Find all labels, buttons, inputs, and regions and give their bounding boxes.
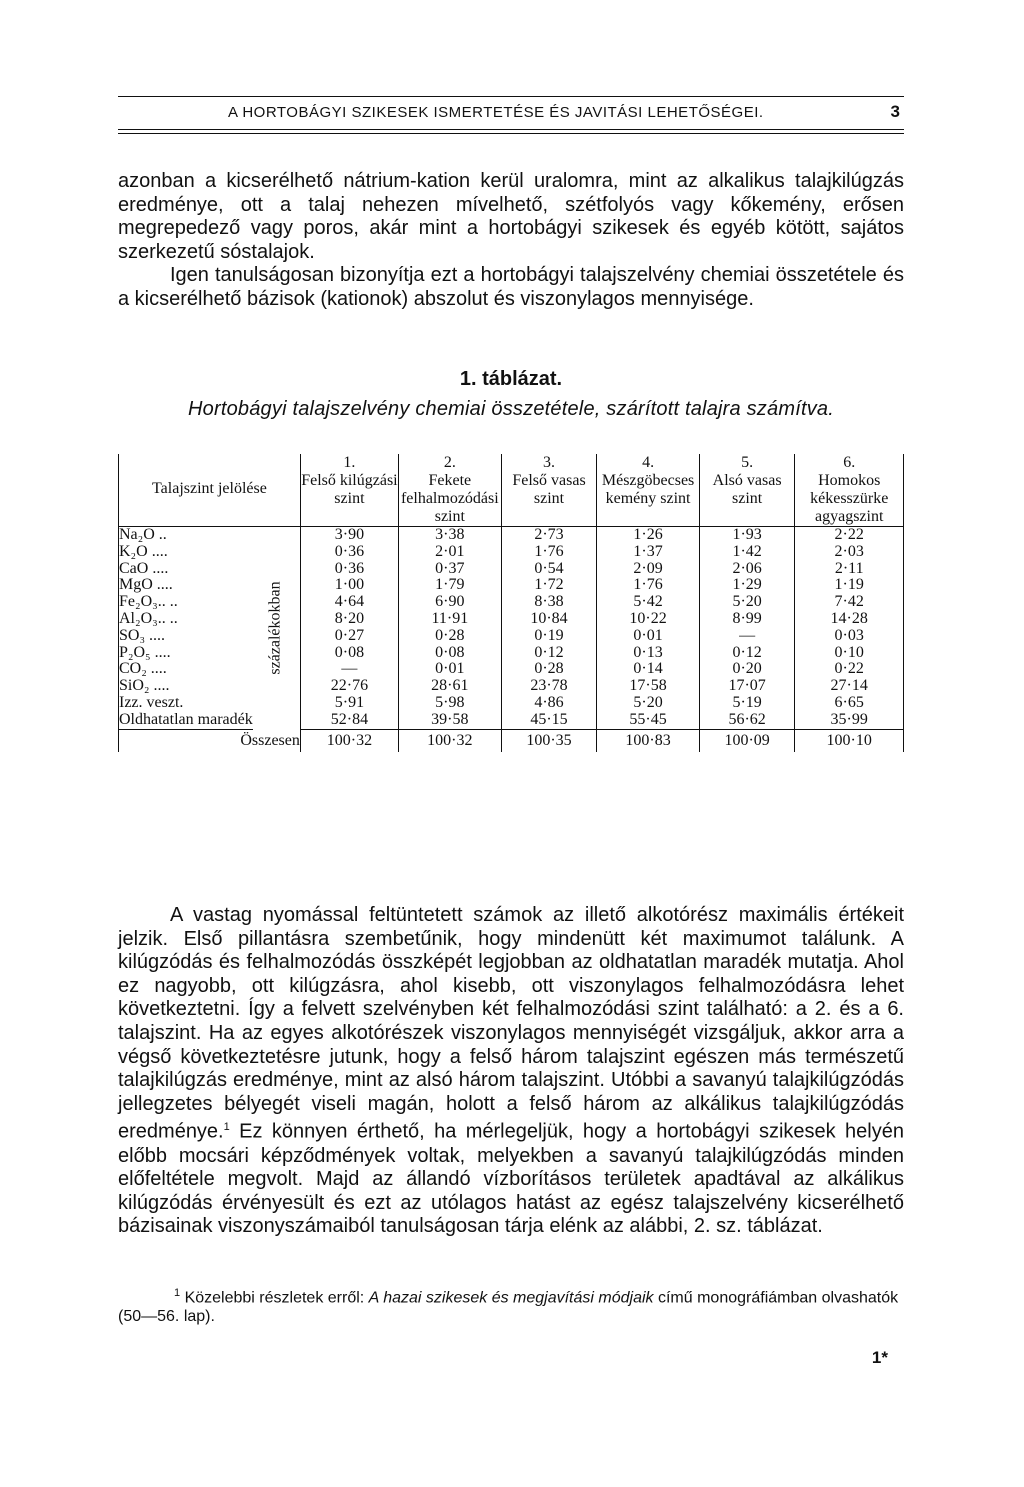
column-header: 5. Alsó vasas szint [699, 454, 795, 527]
table-cell: 0·22 [795, 661, 904, 678]
table-cell: 0·36 [300, 561, 398, 578]
table-cell: 45·15 [501, 712, 597, 729]
row-label: CaO .... [119, 561, 253, 578]
table-cell: 5·42 [597, 594, 700, 611]
row-label: Oldhatatlan maradék [119, 710, 253, 728]
table-cell: 0·13 [597, 645, 700, 662]
table-cell: 1·76 [501, 544, 597, 561]
header-rule-double [118, 129, 904, 134]
table-cell: 2·73 [501, 527, 597, 544]
table-number: 1. táblázat. [459, 368, 563, 390]
table-cell: 0·14 [597, 661, 700, 678]
table-cell: 55·45 [597, 712, 700, 729]
table-cell: 0·54 [501, 561, 597, 578]
unit-label-cell [253, 527, 301, 730]
table-cell: 10·22 [597, 611, 700, 628]
table-cell: 8·99 [699, 611, 795, 628]
page-number: 3 [890, 102, 900, 121]
row-label: P₂O₅ .... [119, 645, 253, 662]
table-cell: 27·14 [795, 678, 904, 695]
table-cell: 3·90 [300, 527, 398, 544]
table-cell: — [699, 628, 795, 645]
table-cell: 1·72 [501, 577, 597, 594]
discussion-text [118, 904, 904, 1239]
table-cell: 0·10 [795, 645, 904, 662]
column-header-row [119, 454, 904, 527]
table-cell: 17·07 [699, 678, 795, 695]
table-cell: 23·78 [501, 678, 597, 695]
running-head [118, 104, 904, 126]
table-cell: 8·20 [300, 611, 398, 628]
table-cell: 4·64 [300, 594, 398, 611]
table-cell: 0·20 [699, 661, 795, 678]
table-cell: 1·37 [597, 544, 700, 561]
table-cell: 0·01 [597, 628, 700, 645]
table-row [119, 577, 904, 594]
row-label: CO₂ .... [119, 661, 253, 678]
table-cell: 2·11 [795, 561, 904, 578]
intro-paragraph-2: Igen tanulságosan bizonyítja ezt a hortobágyi talajszelvény chemiai összetétele és a kicserélhető bázisok (kationok) abszolut és viszonylagos mennyisége. [118, 264, 904, 310]
table-cell: 1·42 [699, 544, 795, 561]
table-cell: 1·93 [699, 527, 795, 544]
table-cell: — [300, 661, 398, 678]
table-cell: 22·76 [300, 678, 398, 695]
total-cell: 100·32 [398, 729, 501, 752]
footnote-marker: 1 [174, 1287, 181, 1299]
column-header: 2. Fekete felhalmozódási szint [398, 454, 501, 527]
table-cell: 0·27 [300, 628, 398, 645]
composition-table [118, 454, 904, 752]
table-cell: 35·99 [795, 712, 904, 729]
table-row [119, 544, 904, 561]
row-label: SiO₂ .... [119, 678, 253, 695]
table-row [119, 561, 904, 578]
footnote: $^1$ Közelebbi részletek erről: A hazai szikesek és megjavítási módjaik című monográfiámban olvashatók (50—56. lap). [118, 1287, 899, 1326]
total-cell: 100·09 [699, 729, 795, 752]
table-cell: 0·08 [398, 645, 501, 662]
table-cell: 8·38 [501, 594, 597, 611]
total-cell: 100·10 [795, 729, 904, 752]
table-row [119, 611, 904, 628]
table-cell: 7·42 [795, 594, 904, 611]
table-cell: 28·61 [398, 678, 501, 695]
table-row [119, 695, 904, 712]
table-cell: 0·19 [501, 628, 597, 645]
table-cell: 2·22 [795, 527, 904, 544]
table-cell: 5·19 [699, 695, 795, 712]
unit-label: százalékokban [266, 581, 284, 675]
table-cell: 11·91 [398, 611, 501, 628]
table-cell: 0·28 [398, 628, 501, 645]
table-cell: 3·38 [398, 527, 501, 544]
table-cell: 0·36 [300, 544, 398, 561]
table-cell: 1·29 [699, 577, 795, 594]
table-row [119, 645, 904, 662]
row-label: Al₂O₃.. .. [119, 611, 253, 628]
table-row [119, 594, 904, 611]
table-cell: 0·28 [501, 661, 597, 678]
running-title: A HORTOBÁGYI SZIKESEK ISMERTETÉSE ÉS JAVITÁSI LEHETŐSÉGEI. [228, 104, 764, 121]
table-cell: 0·12 [699, 645, 795, 662]
column-header: 4. Mészgöbecses kemény szint [597, 454, 700, 527]
table-cell: 0·12 [501, 645, 597, 662]
signature-mark: 1* [871, 1348, 888, 1367]
table-row [119, 628, 904, 645]
total-label: Összesen [119, 729, 301, 752]
total-cell: 100·83 [597, 729, 700, 752]
table-cell: 5·20 [597, 695, 700, 712]
column-header: 1. Felső kilúgzási szint [300, 454, 398, 527]
intro-paragraph-1: azonban a kicserélhető nátrium-kation kerül uralomra, mint az alkalikus talajkilúgzás eredménye, ott a talaj nehezen mívelhető, szétfolyós vagy kőkemény, erősen megrepedező vagy poros, akár mint a hortobágyi szikesek és egyéb kötött, sajátos szerkezetű sóstalajok. [118, 170, 904, 263]
table-row [119, 661, 904, 678]
row-label: Izz. veszt. [119, 695, 253, 712]
row-header-cell [119, 454, 301, 527]
header-rule-top [118, 96, 904, 97]
table-cell: 52·84 [300, 712, 398, 729]
table-body [119, 527, 904, 752]
table-cell: 39·58 [398, 712, 501, 729]
table-cell: 4·86 [501, 695, 597, 712]
intro-text [118, 170, 904, 312]
table-caption: Hortobágyi talajszelvény chemiai összetétele, szárított talajra számítva. [188, 398, 834, 420]
total-row [119, 729, 904, 752]
table-cell: 0·37 [398, 561, 501, 578]
table-cell: 10·84 [501, 611, 597, 628]
row-label: K₂O .... [119, 544, 253, 561]
table-cell: 5·20 [699, 594, 795, 611]
table-cell: 56·62 [699, 712, 795, 729]
discussion-paragraph: A vastag nyomással feltüntetett számok az illető alkotórész maximális értékeit jelzik. Első pillantásra szembetűnik, hogy mindenütt két maximumot találunk. A kilúgzódás és felhalmozódás összképét legjobban az oldhatatlan maradék mutatja. Ahol ez nagyobb, ott kilúgzásra, ahol kisebb, ott viszonylagos felhalmozódásra lehet következtetni. Így a felvett szelvényben két felhalmozódási szint található: a 2. és a 6. talajszint. Ha az egyes alkotórészek viszonylagos mennyiségét vizsgáljuk, akkor arra a végső következtetésre jutunk, hogy a felső három talajszint egészen más természetű talajkilúgzás eredménye, mint az alsó három talajszint. Utóbbi a savanyú talajkilúgzódás jellegzetes bélyegét viseli magán, holott a felső három az alkálikus talajkilúgzódás eredménye.$^1$ Ez könnyen érthető, ha mérlegeljük, hogy a hortobágyi szikesek helyén előbb mocsári képződmények voltak, melyekben a savanyú talajkilúgzódás minden előfeltétele megvolt. Majd az állandó vízborításos területek apadtával az alkálikus kilúgzódás érvényesült és ezt az utólagos hatást az egész talajszelvény kicserélhető bázisainak viszonyszámaiból tanulságosan tárja elénk az alábbi, 2. sz. táblázat. [118, 904, 904, 1238]
table-row [119, 678, 904, 695]
row-label: SO₃ .... [119, 628, 253, 645]
table-row [119, 712, 904, 729]
table-cell: 6·65 [795, 695, 904, 712]
column-header: 6. Homokos kékesszürke agyagszint [795, 454, 904, 527]
row-header-label: Talajszint jelölése [152, 480, 267, 497]
table-cell: 1·79 [398, 577, 501, 594]
table-cell: 1·26 [597, 527, 700, 544]
table-cell: 0·08 [300, 645, 398, 662]
row-label: Na₂O .. [119, 527, 253, 544]
footnote-title: A hazai szikesek és megjavítási módjaik [368, 1289, 654, 1307]
table-cell: 2·09 [597, 561, 700, 578]
table-cell: 6·90 [398, 594, 501, 611]
row-label: Fe₂O₃.. .. [119, 594, 253, 611]
column-header: 3. Felső vasas szint [501, 454, 597, 527]
table-cell: 5·91 [300, 695, 398, 712]
row-label: MgO .... [119, 577, 253, 594]
total-cell: 100·32 [300, 729, 398, 752]
table-cell: 14·28 [795, 611, 904, 628]
table-cell: 1·19 [795, 577, 904, 594]
table-cell: 0·03 [795, 628, 904, 645]
table-row [119, 527, 904, 544]
table-cell: 2·03 [795, 544, 904, 561]
table-cell: 1·76 [597, 577, 700, 594]
table-cell: 1·00 [300, 577, 398, 594]
table-cell: 0·01 [398, 661, 501, 678]
footnote-reference: 1 [223, 1121, 230, 1134]
table-cell: 2·06 [699, 561, 795, 578]
table-cell: 17·58 [597, 678, 700, 695]
table-cell: 2·01 [398, 544, 501, 561]
table-cell: 5·98 [398, 695, 501, 712]
total-cell: 100·35 [501, 729, 597, 752]
